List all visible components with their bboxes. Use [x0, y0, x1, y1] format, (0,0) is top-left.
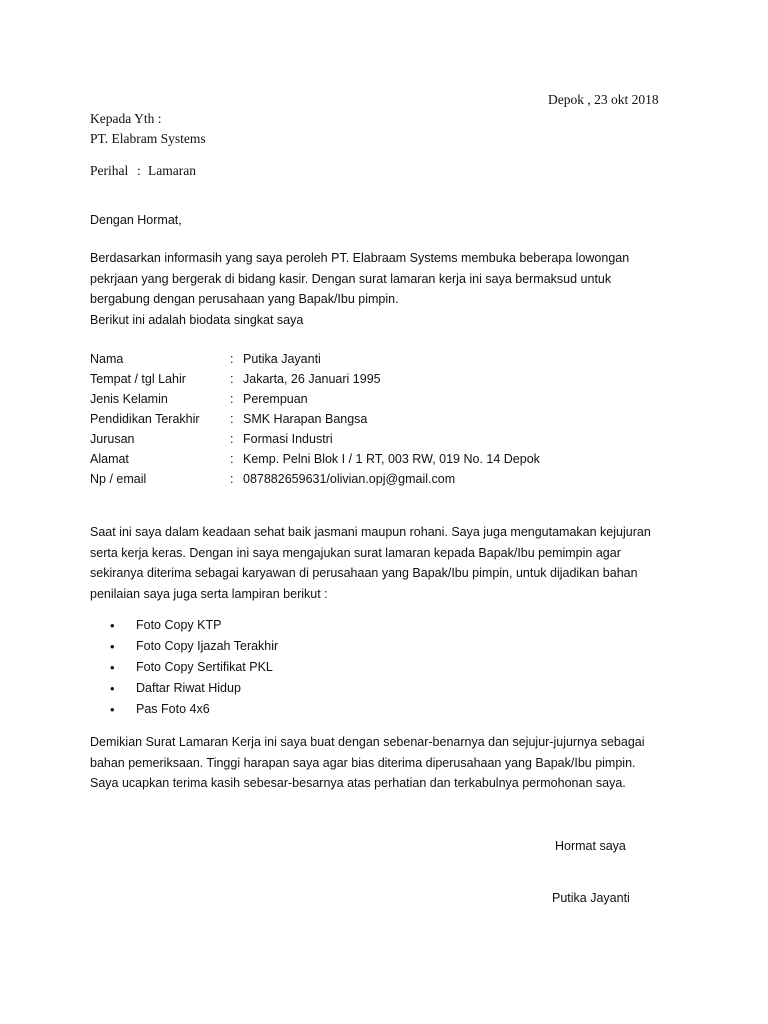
biodata-value: Jakarta, 26 Januari 1995 — [243, 372, 381, 386]
bullet-icon: • — [110, 702, 115, 717]
closing-line: Saya ucapkan terima kasih sebesar-besarnya atas perhatian dan terkabulnya permohonan saya. — [90, 776, 626, 790]
bullet-icon: • — [110, 618, 115, 633]
attachment-text: Foto Copy KTP — [136, 618, 222, 632]
closing-line: Demikian Surat Lamaran Kerja ini saya buat dengan sebenar-benarnya dan sejujur-jujurnya sebagai — [90, 735, 645, 749]
biodata-colon: : — [230, 352, 234, 366]
body-line: Saat ini saya dalam keadaan sehat baik jasmani maupun rohani. Saya juga mengutamakan kejujuran — [90, 525, 651, 539]
body-paragraph — [90, 522, 658, 604]
bullet-icon: • — [110, 681, 115, 696]
body-line: serta kerja keras. Dengan ini saya mengajukan surat lamaran kepada Bapak/Ibu pemimpin agar — [90, 545, 621, 560]
subject-separator: : — [137, 163, 141, 178]
biodata-label: Jurusan — [90, 432, 135, 446]
intro-line: Berdasarkan informasih yang saya peroleh PT. Elabraam Systems membuka beberapa lowongan — [90, 251, 630, 265]
intro-line: pekrjaan yang bergerak di bidang kasir. Dengan surat lamaran kerja ini saya bermaksud untuk — [90, 271, 612, 286]
sign-off: Hormat saya — [555, 839, 626, 853]
subject-value: Lamaran — [148, 163, 196, 178]
biodata-label: Tempat / tgl Lahir — [90, 372, 186, 386]
signature-name: Putika Jayanti — [552, 891, 630, 905]
body-line: penilaian saya juga serta lampiran berikut : — [90, 586, 328, 601]
intro-line: Berikut ini adalah biodata singkat saya — [90, 312, 304, 327]
place-date: Depok , 23 okt 2018 — [548, 92, 659, 107]
biodata-label: Alamat — [90, 452, 129, 466]
intro-line: bergabung dengan perusahaan yang Bapak/Ibu pimpin. — [90, 292, 399, 306]
biodata-colon: : — [230, 392, 234, 406]
biodata-colon: : — [230, 472, 234, 486]
closing-line: bahan pemeriksaan. Tinggi harapan saya agar bias diterima diperusahaan yang Bapak/Ibu pimpin. — [90, 755, 636, 770]
biodata-value: SMK Harapan Bangsa — [243, 412, 368, 426]
biodata-value: Formasi Industri — [243, 432, 333, 446]
biodata-value: Kemp. Pelni Blok I / 1 RT, 003 RW, 019 No. 14 Depok — [243, 452, 540, 466]
biodata-colon: : — [230, 412, 234, 426]
attachment-text: Foto Copy Ijazah Terakhir — [136, 639, 279, 653]
greeting: Dengan Hormat, — [90, 213, 182, 227]
biodata-colon: : — [230, 372, 234, 386]
attachment-text: Foto Copy Sertifikat PKL — [136, 660, 273, 674]
intro-paragraph — [90, 248, 658, 330]
biodata-value: Perempuan — [243, 392, 308, 406]
biodata-label: Np / email — [90, 472, 147, 486]
closing-paragraph — [90, 732, 658, 794]
biodata-colon: : — [230, 432, 234, 446]
bullet-icon: • — [110, 639, 115, 654]
biodata-label: Pendidikan Terakhir — [90, 412, 200, 426]
subject-label: Perihal — [90, 163, 129, 178]
biodata-label: Nama — [90, 352, 124, 366]
attachment-text: Daftar Riwat Hidup — [136, 681, 241, 695]
company-name: PT. Elabram Systems — [90, 131, 206, 146]
biodata-value: 087882659631/olivian.opj@gmail.com — [243, 472, 456, 486]
bullet-icon: • — [110, 660, 115, 675]
biodata-value: Putika Jayanti — [243, 352, 321, 366]
biodata-colon: : — [230, 452, 234, 466]
biodata-label: Jenis Kelamin — [90, 392, 168, 406]
body-line: sekiranya diterima sebagai karyawan di perusahaan yang Bapak/Ibu pimpin, untuk dijadikan bahan — [90, 566, 638, 580]
attachment-text: Pas Foto 4x6 — [136, 702, 210, 716]
recipient-line: Kepada Yth : — [90, 111, 162, 126]
